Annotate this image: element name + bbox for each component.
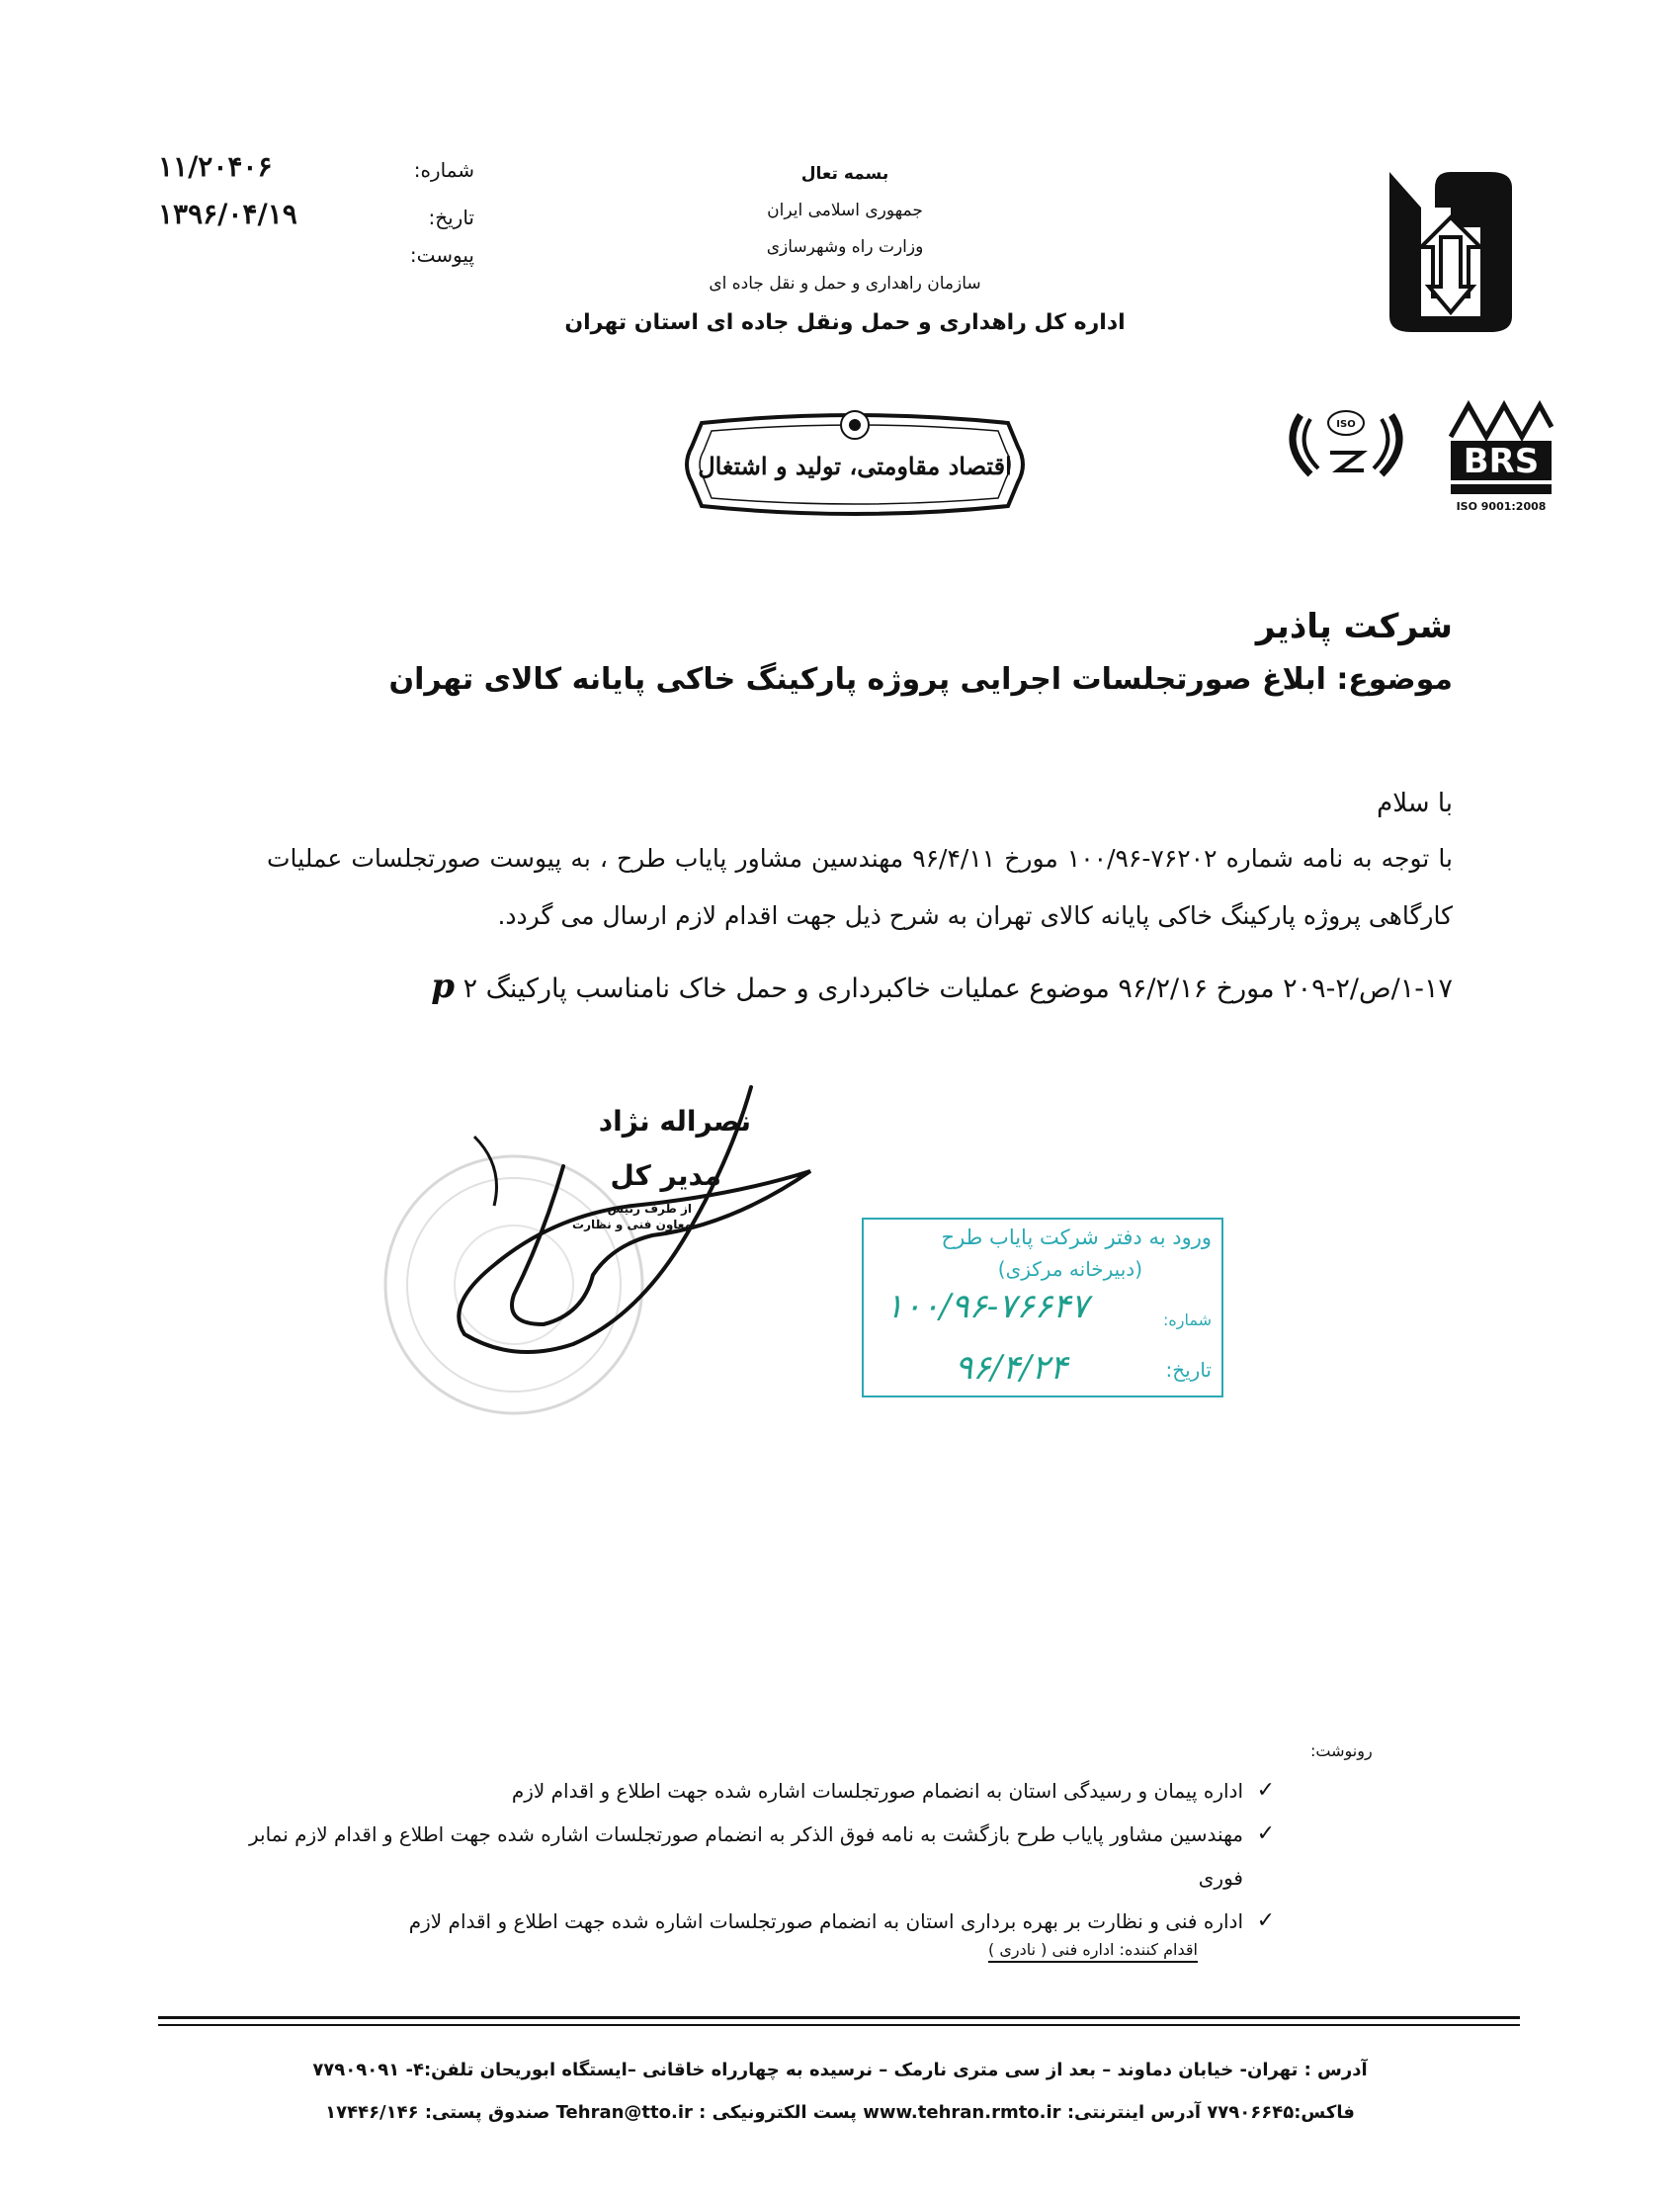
iso-text: ISO	[1336, 419, 1356, 430]
stamp-number-label: شماره:	[1162, 1310, 1212, 1329]
footer-address: آدرس : تهران- خیابان دماوند – بعد از سی متری نارمک – نرسیده به چهارراه خاقانی –ایستگاه ابوریحان تلفن:۴- ۷۷۹۰۹۰۹۱	[312, 2060, 1368, 2080]
recipient: شرکت پاذیر	[1255, 607, 1453, 646]
signer-note-line1: از طرف رئیس	[607, 1202, 692, 1216]
number-label: شماره:	[413, 158, 474, 182]
slogan-text: اقتصاد مقاومتی، تولید و اشتغال	[698, 452, 1012, 480]
stamp-number-value: ۱۰۰/۹۶-۷۶۶۴۷	[885, 1287, 1089, 1326]
department-name: اداره کل راهداری و حمل ونقل جاده ای استان تهران	[564, 310, 1126, 335]
check-arrow-icon: ✓	[1256, 1908, 1275, 1933]
subject-line: موضوع: ابلاغ صورتجلسات اجرایی پروژه پارکینگ خاکی پایانه کالای تهران	[388, 662, 1453, 697]
letterhead	[534, 166, 1156, 334]
date-label: تاریخ:	[428, 206, 474, 229]
rmto-logo	[1382, 168, 1520, 336]
receipt-stamp	[862, 1218, 1223, 1397]
attachment-label: پیوست:	[409, 243, 474, 267]
brs-cert-text: ISO 9001:2008	[1456, 500, 1547, 513]
item-1	[431, 967, 1453, 1006]
item-1-text: ۱-۱۷/ص/۲-۲۰۹ مورخ ۹۶/۲/۱۶ موضوع عملیات خاکبرداری و حمل خاک نامناسب پارکینگ ۲	[462, 973, 1453, 1004]
slogan-emblem	[682, 407, 1028, 522]
meta-attachment-row	[158, 245, 474, 293]
check-arrow-icon: ✓	[1256, 1821, 1275, 1846]
footer	[277, 2060, 1403, 2123]
stamp-subtitle: (دبیرخانه مرکزی)	[997, 1257, 1142, 1281]
signer-name: نصراله نژاد	[598, 1105, 751, 1138]
item-1-tag: p	[431, 967, 455, 1006]
iso-logo	[1281, 405, 1411, 484]
stamp-date-label: تاریخ:	[1165, 1358, 1212, 1382]
copy-item	[237, 1769, 1275, 1813]
meta-date-row	[158, 198, 474, 245]
number-value: ۱۱/۲۰۴۰۶	[158, 150, 273, 183]
brs-text: BRS	[1463, 442, 1540, 481]
signer-title: مدیر کل	[610, 1159, 721, 1192]
copy-item-text: مهندسین مشاور پایاب طرح بازگشت به نامه فوق الذکر به انضمام صورتجلسات اشاره شده جهت اطلاع و اقدام لازم نمابر فوری	[248, 1822, 1243, 1890]
handwritten-signature	[435, 1077, 830, 1374]
greeting: با سلام	[1377, 789, 1453, 818]
copies-list	[237, 1769, 1275, 1943]
action-by: اقدام کننده: اداره فنی ( نادری )	[988, 1940, 1198, 1963]
footer-contact: فاکس:۷۷۹۰۶۶۴۵ آدرس اینترنتی: www.tehran.rmto.ir پست الکترونیکی : Tehran@tto.ir صندوق پستی: ۱۷۴۴۶/۱۴۶	[325, 2102, 1355, 2123]
stamp-title: ورود به دفتر شرکت پایاب طرح	[941, 1226, 1212, 1249]
check-arrow-icon: ✓	[1256, 1778, 1275, 1803]
ministry-name: وزارت راه وشهرسازی	[766, 237, 924, 257]
brs-logo	[1447, 397, 1555, 514]
signer-note-line2: معاون فنی و نظارت	[572, 1217, 692, 1231]
copy-item-text: اداره فنی و نظارت بر بهره برداری استان به انضمام صورتجلسات اشاره شده جهت اطلاع و اقدام لازم	[408, 1909, 1243, 1933]
organization-name: سازمان راهداری و حمل و نقل جاده ای	[709, 274, 981, 294]
footer-rule	[158, 2016, 1520, 2019]
copy-item-text: اداره پیمان و رسیدگی استان به انضمام صورتجلسات اشاره شده جهت اطلاع و اقدام لازم	[511, 1779, 1243, 1803]
stamp-date-value: ۹۶/۴/۲۴	[955, 1348, 1068, 1388]
footer-rule-thin	[158, 2024, 1520, 2026]
bismillah: بسمه تعال	[800, 164, 889, 184]
country-name: جمهوری اسلامی ایران	[767, 201, 923, 220]
body-paragraph: با توجه به نامه شماره ۷۶۲۰۲-۱۰۰/۹۶ مورخ ۹۶/۴/۱۱ مهندسین مشاور پایاب طرح ، به پیوست صورتجلسات عملیات کارگاهی پروژه پارکینگ خاکی پایانه کالای تهران به شرح ذیل جهت اقدام لازم ارسال می گردد.	[267, 844, 1453, 930]
copies-label: رونوشت:	[1310, 1741, 1373, 1760]
meta-number-row	[158, 150, 474, 198]
copy-item	[237, 1813, 1275, 1900]
date-value: ۱۳۹۶/۰۴/۱۹	[158, 198, 297, 230]
letter-meta	[158, 150, 474, 293]
copy-item	[237, 1900, 1275, 1943]
